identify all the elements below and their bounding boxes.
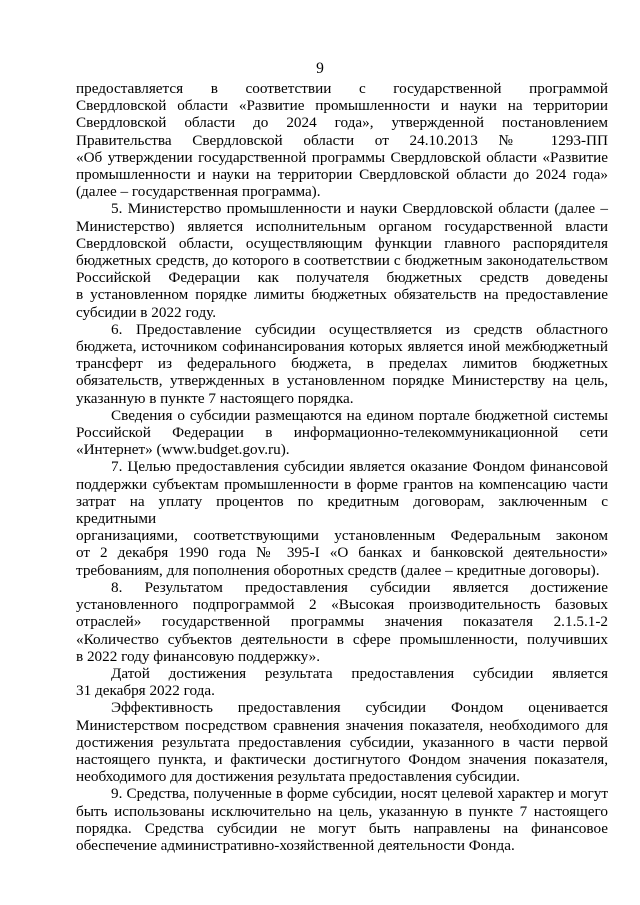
text-line: от 2 декабря 1990 года № 395-I «О банках и банковской деятельности» <box>76 544 608 562</box>
text-line: Российской Федерации как получателя бюджетных средств доведены <box>76 269 608 287</box>
text-line: предоставляется в соответствии с государственной программой <box>76 80 608 97</box>
text-line: поддержки субъектам промышленности в форме грантов на компенсацию части <box>76 475 608 493</box>
text-line: Эффективность предоставления субсидии Фондом оценивается <box>111 699 608 717</box>
text-line: Правительства Свердловской области от 24.10.2013 № 1293-ПП <box>76 131 608 149</box>
text-line: Свердловской области до 2024 года», утвержденной постановлением <box>76 114 608 132</box>
document-body <box>76 80 608 854</box>
text-line: указанную в пункте 7 настоящего порядка. <box>76 389 354 407</box>
paragraph-programme-basis <box>76 80 608 200</box>
text-line: в установленном порядке лимиты бюджетных обязательств на предоставление <box>76 286 608 304</box>
text-line: промышленности и науки на территории Свердловской области до 2024 года» <box>76 166 608 184</box>
paragraph-5-ministry <box>76 200 608 320</box>
text-line: Министерством посредством сравнения значения показателя, необходимого для <box>76 716 608 734</box>
text-line: 6. Предоставление субсидии осуществляется из средств областного <box>111 320 608 338</box>
text-line: бюджетных средств, до которого в соответствии с бюджетным законодательством <box>76 252 608 270</box>
text-line: в 2022 году финансовую поддержку». <box>76 647 321 665</box>
text-line: субсидии в 2022 году. <box>76 303 217 321</box>
paragraph-9-target-use <box>76 785 608 854</box>
text-line: обеспечение административно-хозяйственной деятельности Фонда. <box>76 836 515 854</box>
text-line: трансферт из федерального бюджета, в пределах лимитов бюджетных <box>76 355 608 373</box>
text-line: порядка. Средства субсидии не могут быть направлены на финансовое <box>76 819 608 837</box>
text-line: бюджета, источником софинансирования которых является иной межбюджетный <box>76 338 608 356</box>
text-line: (далее – государственная программа). <box>76 183 321 201</box>
text-line: необходимого для достижения результата предоставления субсидии. <box>76 768 520 786</box>
text-line: 9. Средства, полученные в форме субсидии, носят целевой характер и могут <box>111 785 608 803</box>
text-line: достижения результата предоставления субсидии, указанного в части первой <box>76 733 608 751</box>
text-line: Министерство) является исполнительным органом государственной власти <box>76 217 608 235</box>
text-line: требованиям, для пополнения оборотных средств (далее – кредитные договоры). <box>76 561 600 579</box>
text-line: «Об утверждении государственной программы Свердловской области «Развитие <box>76 148 608 166</box>
text-line: 5. Министерство промышленности и науки Свердловской области (далее – <box>111 200 608 218</box>
paragraph-7-purpose <box>76 458 608 578</box>
paragraph-efficiency <box>76 699 608 785</box>
page-number: 9 <box>316 60 324 77</box>
text-line: обязательств, утвержденных в установленном порядке Министерству на цель, <box>76 372 608 390</box>
text-line: «Интернет» (www.budget.gov.ru). <box>76 441 290 459</box>
text-line: затрат на уплату процентов по кредитным договорам, заключенным с кредитными <box>76 492 608 528</box>
text-line: установленного подпрограммой 2 «Высокая производительность базовых <box>76 596 608 614</box>
text-line: Российской Федерации в информационно-телекоммуникационной сети <box>76 424 608 442</box>
text-line: 8. Результатом предоставления субсидии является достижение <box>111 578 608 596</box>
text-line: 7. Целью предоставления субсидии является оказание Фондом финансовой <box>111 458 608 476</box>
paragraph-8-result <box>76 579 608 665</box>
text-line: Сведения о субсидии размещаются на едином портале бюджетной системы <box>111 406 608 424</box>
text-line: Датой достижения результата предоставления субсидии является <box>111 664 608 682</box>
text-line: Свердловской области «Развитие промышленности и науки на территории <box>76 97 608 115</box>
paragraph-result-date <box>76 665 608 699</box>
text-line: организациями, соответствующими установленным Федеральным законом <box>76 527 608 545</box>
text-line: настоящего пункта, и фактически достигнутого Фондом значения показателя, <box>76 750 608 768</box>
text-line: 31 декабря 2022 года. <box>76 682 215 700</box>
paragraph-subsidy-publication <box>76 407 608 459</box>
text-line: отраслей» государственной программы значения показателя 2.1.5.1-2 <box>76 613 608 631</box>
text-line: Свердловской области, осуществляющим функции главного распорядителя <box>76 234 608 252</box>
text-line: быть использованы исключительно на цель, указанную в пункте 7 настоящего <box>76 802 608 820</box>
paragraph-6-funding-source <box>76 321 608 407</box>
text-line: «Количество субъектов деятельности в сфере промышленности, получивших <box>76 630 608 648</box>
